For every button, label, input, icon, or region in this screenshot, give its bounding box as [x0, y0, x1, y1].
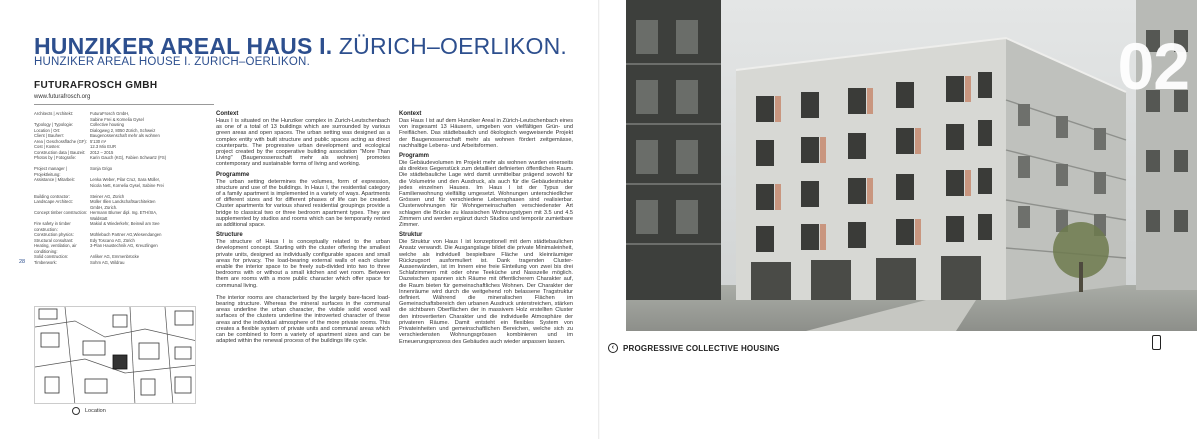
- credit-value: GmbH, Zürich.: [90, 204, 118, 210]
- credit-value: Makiol & Wiederkehr, Beinwil am See: [90, 221, 160, 226]
- credit-key: Construction data | Bauzeit:: [34, 149, 86, 155]
- credit-value: 3-Plan Haustechnik AG, Kreuzlingen: [90, 243, 158, 248]
- building-photo: [626, 0, 1197, 331]
- credit-row: [34, 260, 214, 266]
- credit-key: Landscape Architect:: [34, 199, 73, 204]
- credit-value: 12.3 Mio EUR: [90, 144, 117, 149]
- credit-value: Baugenossenschaft mehr als wohnen: [90, 133, 160, 138]
- mobile-device-icon: [1152, 335, 1161, 350]
- text-programm: Die Gebäudevolumen im Projekt mehr als wohnen wurden einerseits als direktes Gegenstück zum detailliert definierten öffentlichen Raum. Die städtebauliche Lage wird damit unmittelbar prägend sowohl für die Volumetrie und den Ausdruck, als auch für die Gebäudestruktur jedes einzelnen Hauses. Im Haus I ist der Typus der Familienwohnung vielfältig umgesetzt. Wohnungen unterschiedlicher Grössen und für verschiedene Lebensphasen sind realisierbar. Clusterwohnungen für Wohngemeinschaften verschiedenster Art schlagen die Brücke zu klassischen Wohnungstypen mit 3.5 und 4.5 Zimmern und werden ergänzt durch Studios und temporär zumietbare Zimmer.: [399, 160, 573, 229]
- project-number: 02: [1117, 29, 1189, 103]
- credit-value: Müller Illien Landschaftsarchitekten: [90, 199, 156, 204]
- credit-value: 5'130 m²: [90, 138, 107, 144]
- credit-key: Cost | Kosten:: [34, 144, 61, 149]
- credit-key: [34, 183, 90, 189]
- credit-key: Location | Ort:: [34, 127, 61, 133]
- site-plan-map: [34, 306, 196, 404]
- credit-value: Nicola Nett, Kornelia Gysel, Sabine Frei: [90, 182, 164, 188]
- site-plan-drawing: [35, 307, 196, 404]
- building-illustration: [626, 0, 1197, 331]
- haus-i-marker: [113, 355, 127, 369]
- credit-value: 2012 – 2015: [90, 149, 114, 155]
- credit-value: Sonja Grigo: [90, 166, 113, 171]
- credit-key: Structural consultant:: [34, 237, 74, 243]
- credit-key: Typology | Typologie:: [34, 122, 74, 127]
- heading-structure: Structure: [216, 232, 243, 239]
- credit-key: Heating, ventilation, air conditioning:: [34, 243, 77, 254]
- text-struktur: Die Struktur von Haus I ist konzeptionell mit dem städtebaulichen Ansatz verwandt. Die Ausgangslage bildet die private Minimaleinheit, welche als individuell bespielbare Fläche und kleinräumiger Rückzugsort ausformuliert ist. Dank tragenden Cluster-Aussenwänden, ist im Innern eine freie Einteilung von zwei bis drei Schlafzimmern mit oder ohne Teeküche und Nasszelle möglich. Dazwischen spannen sich Räume mit öffentlicherem Charakter auf, die Raum bieten für gemeinschaftliches Wohnen. Der Charakter der Innenräume wird durch die weitgehend roh belassene Tragstruktur definiert. Während die mineralischen Flächen im Gemeinschaftsbereich den urbanen Ausdruck unterstreichen, stärken die sichtbaren Oberflächen der in massivem Holz erstellten Cluster den introvertierten Charakter und die individuelle Atmosphäre der privateren Räume. Damit entsteht ein flexibles System von Privateinheiten und gemeinschaftlichen Bereichen, welche sich zu verschiedensten Wohnungsgrössen kombinieren und im Erneuerungsprozess des Gebäudes auch wieder anpassen lassen.: [399, 239, 573, 345]
- heading-context: Context: [216, 111, 239, 117]
- credit-key: Assistance | Mitarbeit:: [34, 177, 75, 182]
- credit-value: Sohm AG, Wildrau: [90, 259, 125, 265]
- credit-value: Anliker AG, Emmenbrücke: [90, 254, 140, 259]
- heading-programme: Programme: [216, 171, 250, 178]
- text-context: Haus I is situated on the Hunziker complex in Zurich-Leutschenbach as one of a total of 13 buildings which are surrounded by various green areas and open spaces. The urban setting was designed as a complex entity with built structure and public spaces acting as direct counterparts. The progressive urban development and ecological project created by the cooperative building association "More Than Living" (Baugenossenschaft mehr als wohnen) promotes contemporary and sustainable forms of living and working.: [216, 118, 390, 168]
- spread-gutter: [598, 0, 600, 439]
- credit-row: [34, 183, 214, 189]
- credit-value: Sabine Frei & Kornelia Gysel: [90, 116, 144, 122]
- credit-value: Collective housing: [90, 122, 124, 127]
- text-programme: The urban setting determines the volumes, form of expression, structure and use of the buildings. In Haus I, the residential category of a family apartment is implemented in a variety of ways. Apartments of different sizes and for different phases of life can be created. Cluster apartments for various shared residential groupings provide a bridge to classical two or three bedroom apartment types. They are supplemented by studios and rooms which can be temporarily rented as additional space.: [216, 178, 390, 229]
- page-number-left: 28: [19, 259, 26, 265]
- credit-key: Building contractor:: [34, 193, 70, 199]
- text-structure-2: The interior rooms are characterised by the largely bare-faced load-bearing structure. Whereas the mineral surfaces in the communal areas underline the urban character, the visible solid wood wall surfaces of the clusters underline the introverted character of these areas and the individual atmosphere of the more private rooms. This creates a flexible system of private units and communal areas which can be combined to form a variety of apartment sizes and can be adapted within the renewal process of the buildings life cycle.: [216, 294, 390, 345]
- text-structure-1: The structure of Haus I is conceptually related to the urban development concept. Starting with the cluster offering the smallest private units, designed as individually configurable spaces and small areas for privacy. The load-bearing external walls of each cluster enable the interior space to be freely sub-divided into two to three bedrooms with or without a small kitchen and wet room. Between them are rooms with a more public character which offer space for communal living.: [216, 239, 390, 289]
- credit-row: [34, 243, 214, 254]
- location-icon: [72, 407, 80, 415]
- credit-value: FuturaFrosch GmbH,: [90, 111, 130, 116]
- credit-key: Client | Bauherr:: [34, 133, 65, 138]
- credits-list: [34, 111, 214, 265]
- credit-row: [34, 155, 214, 161]
- heading-kontext: Kontext: [399, 111, 422, 117]
- credit-value: Waldstatt: [90, 215, 108, 221]
- credit-key: Architects | Architekt:: [34, 111, 74, 116]
- heading-programm: Programm: [399, 153, 430, 160]
- text-kontext: Das Haus I ist auf dem Hunziker Areal in Zürich-Leutschenbach eines von insgesamt 13 Häusern, umgeben von vielfältigen Grün- und Freiflächen. Das städtebaulich und ökologisch wegweisende Projekt der Baugenossenschaft mehr als wohnen fördert zeitgemässe, nachhaltige Lebens- und Arbeitsformen.: [399, 118, 573, 149]
- english-text-column: [216, 111, 390, 345]
- credit-value: Mühlebach Partner AG,Wiesendangen: [90, 232, 162, 237]
- credit-value: Hermann Blumer dipl. Ing. ETH/SIA,: [90, 210, 158, 215]
- location-label: Location: [85, 408, 106, 414]
- credit-row: [34, 166, 214, 177]
- credit-key: Solid construction:: [34, 254, 69, 259]
- credit-key: Project manager | Projektleitung:: [34, 166, 67, 177]
- credit-row: [34, 221, 214, 232]
- credit-value: Steiner AG, Zürich: [90, 193, 125, 199]
- title-thin: ZÜRICH–OERLIKON.: [332, 33, 568, 59]
- credit-key: Fire safety in timber construction:: [34, 221, 71, 232]
- credit-key: Concept timber construction:: [34, 210, 88, 215]
- photo-caption: [608, 343, 780, 353]
- office-name: FUTURAFROSCH GMBH: [34, 80, 158, 91]
- heading-struktur: Struktur: [399, 232, 423, 239]
- caption-text: PROGRESSIVE COLLECTIVE HOUSING: [623, 343, 780, 353]
- credit-value: Karin Gauch (KG), Fabien Schwartz (FS): [90, 155, 167, 160]
- credit-value: Lenka Weber, Pilar Cruz, Sara Müller,: [90, 177, 160, 182]
- credit-key: Photos by | Fotografie:: [34, 155, 77, 160]
- location-legend: [72, 407, 106, 415]
- divider: [34, 104, 214, 105]
- german-text-column: [399, 111, 573, 345]
- title-bold: HUNZIKER AREAL HAUS I.: [34, 33, 333, 59]
- arrow-left-icon: ‹: [608, 343, 618, 353]
- page-subtitle: HUNZIKER AREAL HOUSE I. ZURICH–OERLIKON.: [34, 56, 310, 68]
- credit-key: Construction physics:: [34, 232, 74, 237]
- credit-key: Area | Geschossfläche (GF):: [34, 138, 87, 144]
- credit-key: Timberwork:: [34, 259, 57, 265]
- office-url[interactable]: www.futurafrosch.org: [34, 94, 91, 100]
- credit-value: Dialogweg 2, 8050 Zürich, Schweiz: [90, 127, 156, 133]
- credit-value: Edy Toscano AG, Zürich: [90, 237, 135, 243]
